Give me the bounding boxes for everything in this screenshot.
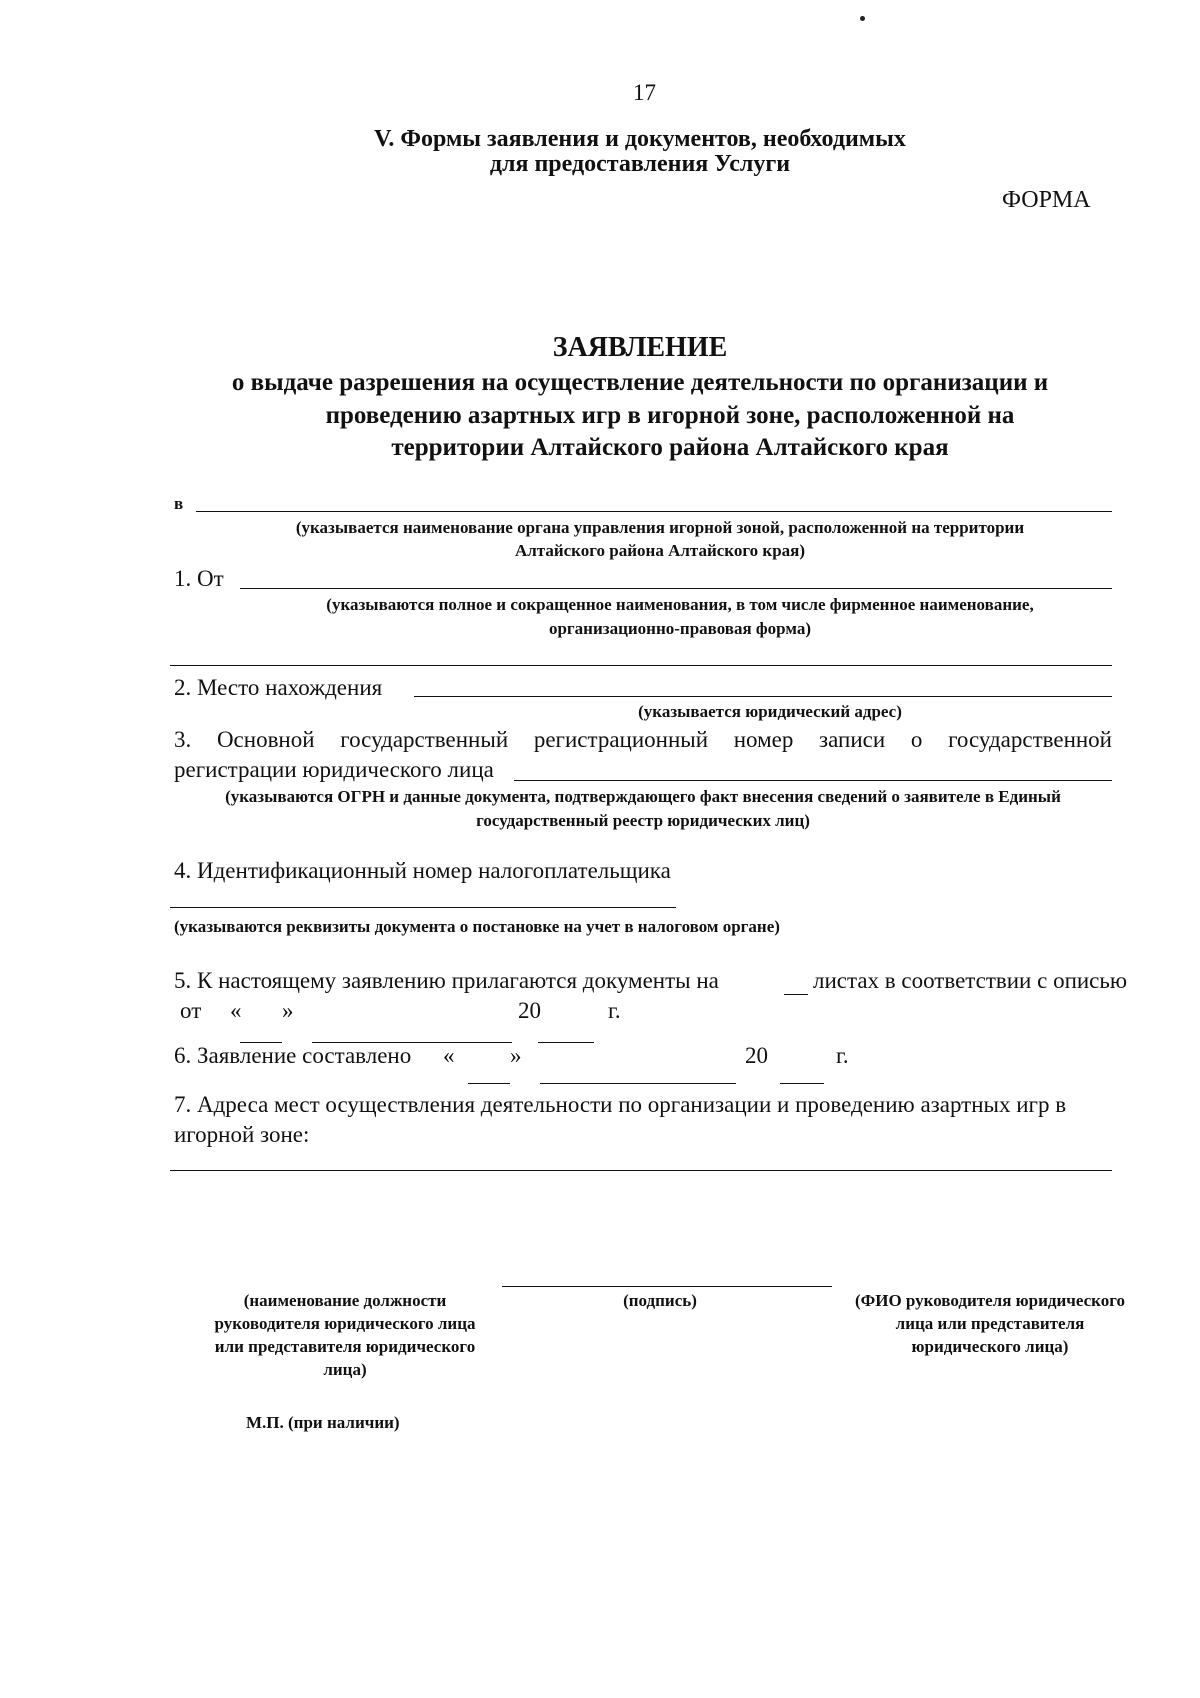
inn-label: 4. Идентификационный номер налогоплательщика [174,858,671,883]
attachments-sheets-field[interactable] [784,994,808,995]
from-field-line[interactable] [240,588,1112,589]
signature-fio-line3: юридического лица) [911,1337,1069,1356]
composed-year-suffix: г. [836,1043,849,1068]
to-hint-line1: (указывается наименование органа управления игорной зоной, расположенной на территории [295,518,1025,537]
location-hint: (указывается юридический адрес) [638,702,902,721]
inn-field-line[interactable] [170,907,676,908]
from-hint-line1: (указываются полное и сокращенное наименования, в том числе фирменное наименование, [326,595,1034,614]
location-label: 2. Место нахождения [174,675,383,700]
section-title-line1: V. Формы заявления и документов, необходимых [374,126,906,152]
signature-position-line2: руководителя юридического лица [214,1314,476,1333]
ogrn-hint-line2: государственный реестр юридических лиц) [476,811,810,830]
addresses-label-line2: игорной зоне: [174,1122,310,1147]
from-label: 1. От [174,566,224,591]
signature-fio-line2: лица или представителя [895,1314,1085,1333]
attachments-year-suffix: г. [608,998,621,1023]
to-label: в [174,494,184,513]
signature-position-line4: лица) [323,1360,367,1379]
attachments-date-from: от [180,998,202,1023]
attachments-quote-open: « [230,998,242,1023]
document-subtitle-line1: о выдаче разрешения на осуществление деятельности по организации и [231,369,1049,396]
ogrn-field-line[interactable] [514,780,1112,781]
attachments-label: 5. К настоящему заявлению прилагаются документы на [174,968,719,993]
ogrn-hint-line1: (указываются ОГРН и данные документа, подтверждающего факт внесения сведений о заявителе в Единый [225,787,1061,806]
addresses-label-line1: 7. Адреса мест осуществления деятельности по организации и проведению азартных игр в [174,1092,1067,1117]
inn-hint: (указываются реквизиты документа о постановке на учет в налоговом органе) [174,917,780,936]
ogrn-label-line2: регистрации юридического лица [174,757,494,782]
document-subtitle-line2: проведению азартных игр в игорной зоне, расположенной на [325,402,1015,429]
attachments-label-after: листах в соответствии с описью [813,968,1128,993]
composed-day-field[interactable] [468,1083,510,1084]
composed-quote-open: « [443,1043,455,1068]
signature-position-line1: (наименование должности [243,1291,447,1310]
stamp-label: М.П. (при наличии) [246,1413,400,1432]
page-number: 17 [633,80,656,105]
signature-position-line3: или представителя юридического [214,1337,476,1356]
scan-speck [860,16,865,21]
ogrn-label-line1: 3. Основной государственный регистрационный номер записи о государственной [174,727,1112,752]
composed-quote-close: » [510,1043,522,1068]
form-label: ФОРМА [1002,187,1091,213]
attachments-year-field[interactable] [538,1042,594,1043]
composed-month-field[interactable] [540,1083,736,1084]
document-subtitle-line3: территории Алтайского района Алтайского края [391,434,949,461]
location-field-line[interactable] [414,696,1112,697]
document-title: ЗАЯВЛЕНИЕ [552,332,728,363]
signature-field-line[interactable] [502,1286,832,1287]
attachments-year-prefix: 20 [518,998,541,1023]
composed-year-field[interactable] [780,1083,824,1084]
composed-label: 6. Заявление составлено [174,1043,412,1068]
to-hint-line2: Алтайского района Алтайского края) [514,541,806,560]
to-field-line[interactable] [196,511,1112,512]
addresses-field-line[interactable] [170,1170,1112,1171]
attachments-quote-close: » [282,998,294,1023]
composed-year-prefix: 20 [745,1043,768,1068]
section-title-line2: для предоставления Услуги [489,151,791,177]
signature-fio-line1: (ФИО руководителя юридического [854,1291,1126,1310]
signature-sign-label: (подпись) [623,1291,697,1310]
from-extra-line[interactable] [170,665,1112,666]
from-hint-line2: организационно-правовая форма) [548,619,812,638]
